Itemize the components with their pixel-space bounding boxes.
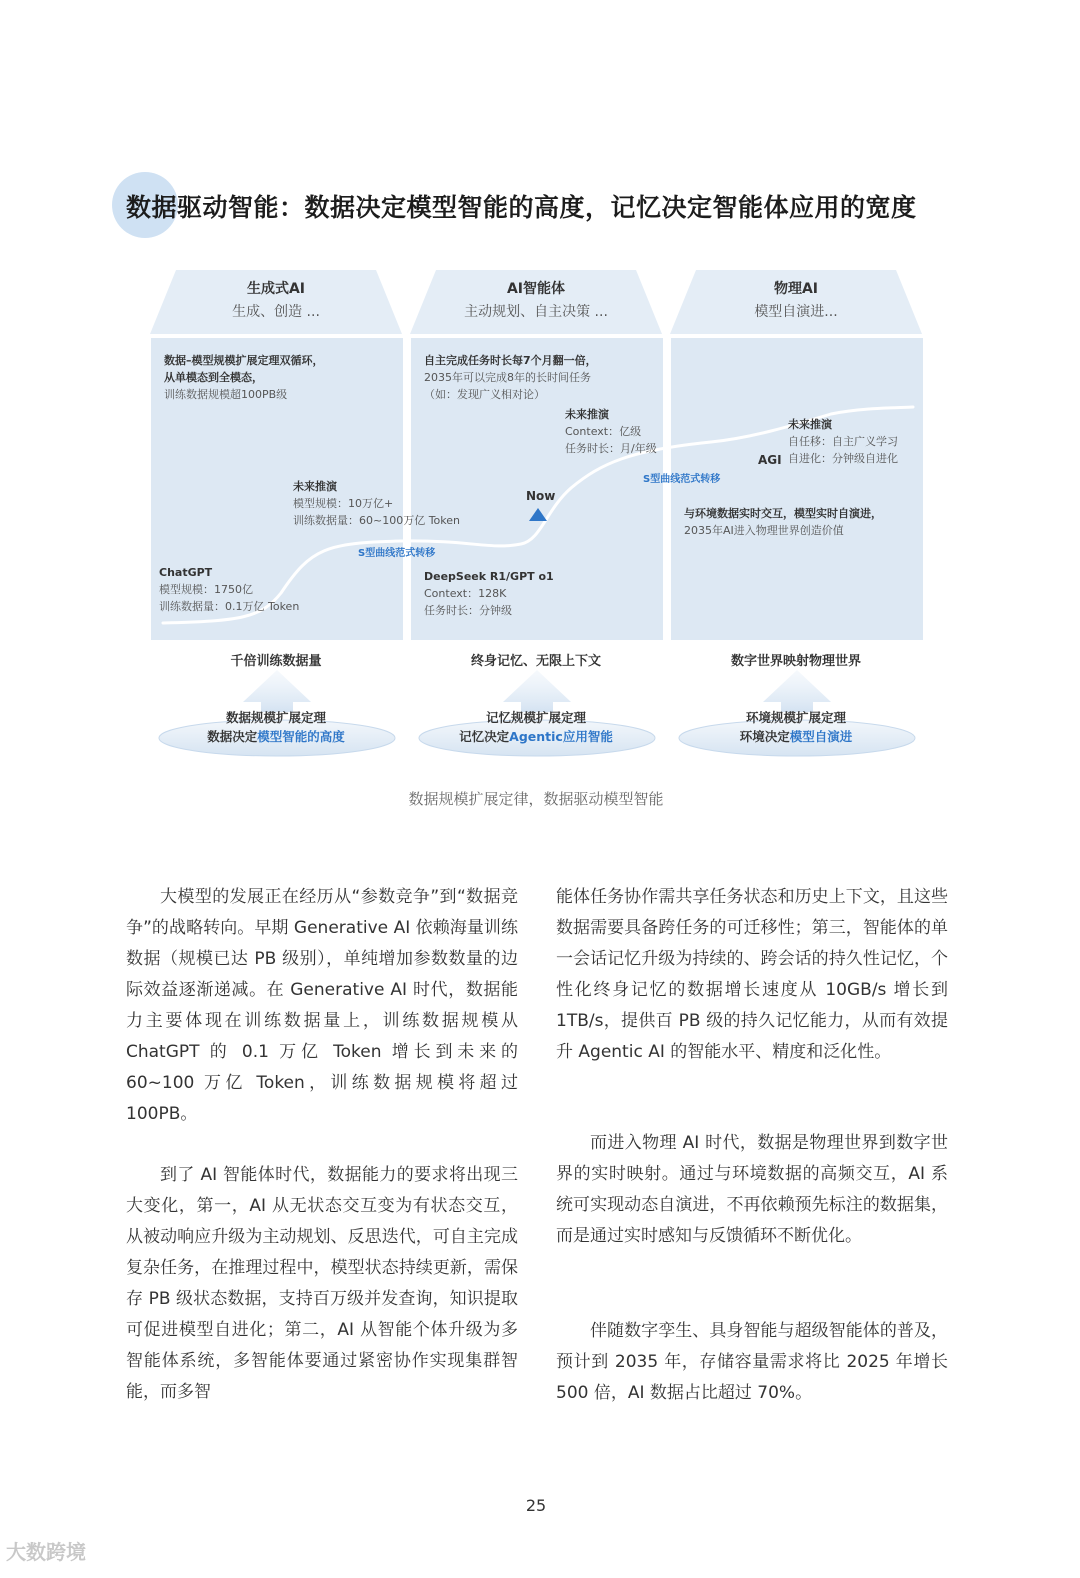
- now-marker-triangle: [529, 508, 547, 521]
- up-arrow-icon: [243, 670, 311, 712]
- s-curve-shift-label-1: S型曲线范式转移: [358, 548, 436, 559]
- col2-deepseek-text: DeepSeek R1/GPT o1 Context：128K 任务时长：分钟级: [424, 570, 554, 617]
- base-text-2: 记忆规模扩展定理 记忆决定Agentic应用智能: [459, 710, 613, 744]
- column-subtitle: 模型自演进...: [754, 304, 838, 320]
- up-arrow-icon: [763, 670, 831, 712]
- col2-top-text: 自主完成任务时长每7个月翻一倍， 2035年可以完成8年的长时间任务 （如：发现广义相对论）: [424, 354, 597, 401]
- column-header-generative-ai: [151, 278, 401, 321]
- column-header-ai-agent: [411, 278, 661, 321]
- col1-chatgpt-text: ChatGPT 模型规模：1750亿 训练数据量：0.1万亿 Token: [159, 566, 300, 613]
- watermark: 大数跨境: [6, 1540, 86, 1564]
- body-right-paragraph-3: 伴随数字孪生、具身智能与超级智能体的普及，预计到 2035 年，存储容量需求将比 2025 年增长 500 倍，AI 数据占比超过 70%。: [556, 1321, 948, 1403]
- base-text-3: 环境规模扩展定理 环境决定模型自演进: [739, 710, 853, 744]
- column-subtitle: 生成、创造 ...: [232, 304, 320, 320]
- column-header-physical-ai: [671, 278, 921, 321]
- bottom-label-3: 数字世界映射物理世界: [730, 654, 861, 669]
- body-left-paragraph-2: 到了 AI 智能体时代，数据能力的要求将出现三大变化，第一，AI 从无状态交互变为有状态交互，从被动响应升级为主动规划、反思迭代，可自主完成复杂任务，在推理过程中，模型状态持续更新，需保存 PB 级状态数据，支持百万级并发查询，知识提取可促进模型自进化；第二，AI 从智能个体升级为多智能体系统，多智能体要通过紧密协作实现集群智能，而多智: [126, 1165, 518, 1402]
- col2-future-text: 未来推演 Context：亿级 任务时长：月/年级: [565, 408, 657, 455]
- body-right-paragraph-2: 而进入物理 AI 时代，数据是物理世界到数字世界的实时映射。通过与环境数据的高频交互，AI 系统可实现动态自演进，不再依赖预先标注的数据集，而是通过实时感知与反馈循环不断优化。: [556, 1133, 948, 1246]
- body-left-paragraph-1: 大模型的发展正在经历从“参数竞争”到“数据竞争”的战略转向。早期 Generative AI 依赖海量训练数据（规模已达 PB 级别），单纯增加参数数量的边际效益逐渐递减。在 Generative AI 时代，数据能力主要体现在训练数据量上，训练数据规模从 ChatGPT 的 0.1 万亿 Token 增长到未来的 60~100 万亿 Token，训练数据规模将超过 100PB。: [126, 887, 518, 1124]
- col3-env-text: 与环境数据实时交互，模型实时自演进， 2035年AI进入物理世界创造价值: [684, 507, 882, 537]
- agi-label: AGI: [758, 453, 782, 467]
- col1-future-text: 未来推演 模型规模：10万亿+ 训练数据量：60~100万亿 Token: [293, 480, 461, 527]
- now-label: Now: [526, 489, 556, 503]
- column-title: 生成式AI: [246, 281, 306, 297]
- bottom-label-2: 终身记忆、无限上下文: [470, 654, 601, 669]
- up-arrow-icon: [503, 670, 571, 712]
- column-subtitle: 主动规划、自主决策 ...: [464, 304, 608, 320]
- column-title: 物理AI: [773, 281, 819, 297]
- section-heading: 数据驱动智能：数据决定模型智能的高度，记忆决定智能体应用的宽度: [126, 193, 917, 222]
- page-number: 25: [525, 1496, 547, 1515]
- bottom-label-1: 千倍训练数据量: [230, 654, 322, 669]
- col1-top-text: 数据–模型规模扩展定理双循环， 从单模态到全模态， 训练数据规模超100PB级: [164, 354, 324, 401]
- column-title: AI智能体: [506, 281, 566, 297]
- base-text-1: 数据规模扩展定理 数据决定模型智能的高度: [207, 710, 345, 744]
- body-right-paragraph-1: 能体任务协作需共享任务状态和历史上下文，且这些数据需要具备跨任务的可迁移性；第三，智能体的单一会话记忆升级为持续的、跨会话的持久性记忆，个性化终身记忆的数据增长速度从 10GB/s 增长到 1TB/s，提供百 PB 级的持久记忆能力，从而有效提升 Agentic AI 的智能水平、精度和泛化性。: [556, 887, 948, 1062]
- figure-caption: 数据规模扩展定律，数据驱动模型智能: [408, 790, 664, 808]
- s-curve-shift-label-2: S型曲线范式转移: [643, 474, 721, 485]
- col3-future-text: 未来推演 自任移：自主广义学习 自进化：分钟级自进化: [788, 418, 898, 465]
